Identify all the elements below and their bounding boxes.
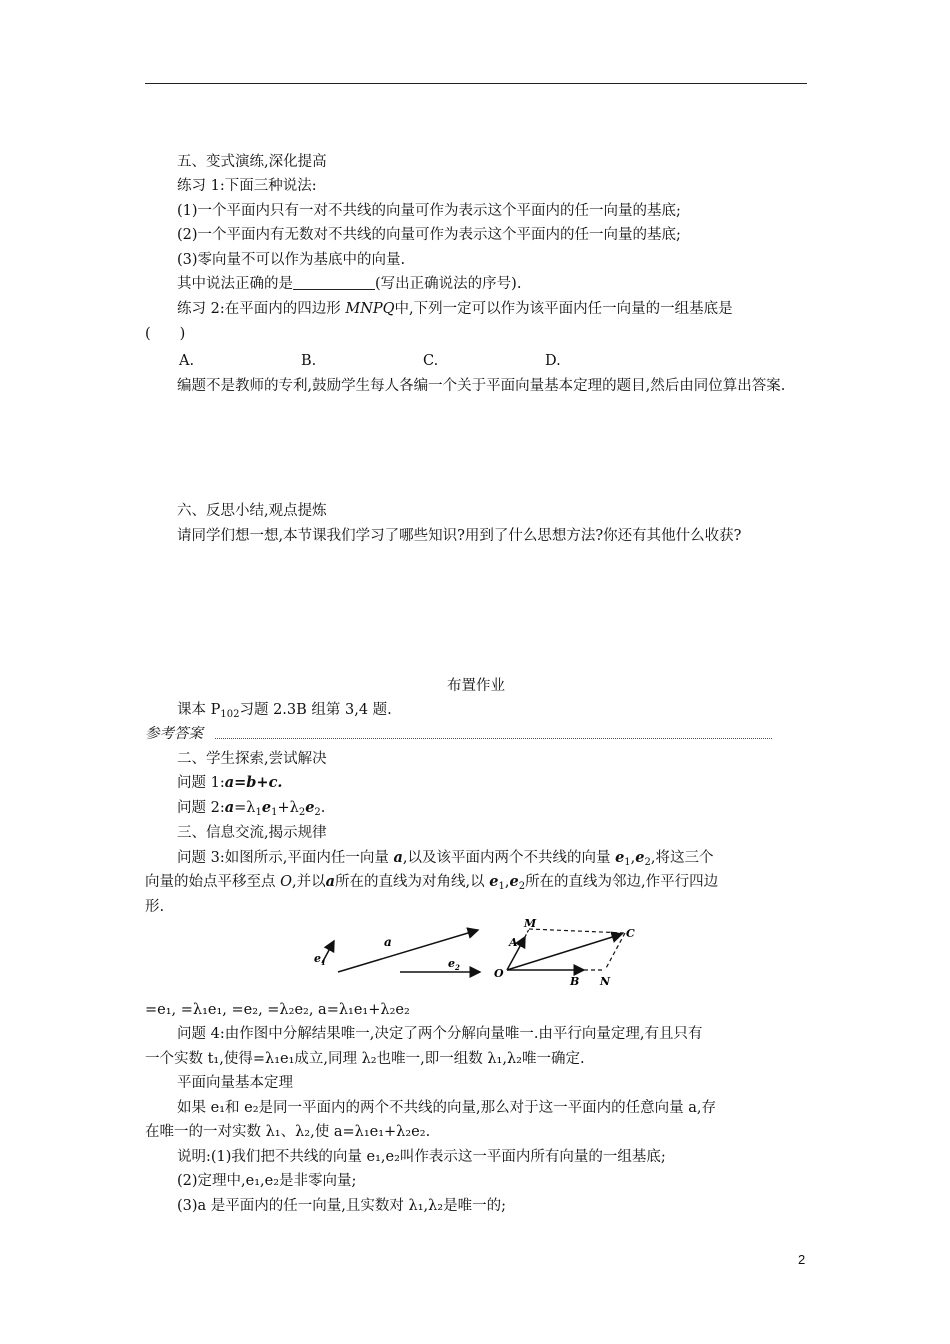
label-N: N xyxy=(600,975,611,988)
answer-q1: 问题 1:a=b+c. xyxy=(177,774,283,791)
answer-blank[interactable] xyxy=(293,275,375,290)
section6-text: 请同学们想一想,本节课我们学习了哪些知识?用到了什么思想方法?你还有其他什么收获? xyxy=(177,528,742,544)
answer-instruction: (写出正确说法的序号). xyxy=(375,276,522,292)
answers-label: 参考答案 xyxy=(145,726,203,742)
exercise2-paren: ( ) xyxy=(145,326,186,342)
answer-q4-line1: 问题 4:由作图中分解结果唯一,决定了两个分解向量唯一.由平行向量定理,有且只有 xyxy=(177,1026,703,1042)
exercise1-item-1: (1)一个平面内只有一对不共线的向量可作为表示这个平面内的任一向量的基底; xyxy=(177,203,681,219)
note-2: (2)定理中,e₁,e₂是非零向量; xyxy=(177,1173,357,1189)
answer-q2: 问题 $2:a=\lambda_1e_1+\lambda_2e_2$. xyxy=(177,799,326,818)
answers-dotted-rule xyxy=(215,738,772,739)
theorem-title: 平面向量基本定理 xyxy=(177,1075,293,1091)
option-c[interactable]: C. xyxy=(423,353,439,369)
exercise-note: 编题不是教师的专利,鼓励学生每人各编一个关于平面向量基本定理的题目,然后由同位算出答案. xyxy=(177,378,786,394)
section6-heading: 六、反思小结,观点提炼 xyxy=(177,503,327,519)
exercise2-question: 练习 2:在平面内的四边形 MNPQ中,下列一定可以作为该平面内任一向量的一组基底是 xyxy=(177,301,733,317)
theorem-line1: 如果 e₁和 e₂是同一平面内的两个不共线的向量,那么对于这一平面内的任意向量 a,存 xyxy=(177,1100,716,1116)
note-3: (3)a 是平面内的任一向量,且实数对 λ₁,λ₂是唯一的; xyxy=(177,1198,507,1214)
label-B: B xyxy=(570,975,580,988)
answers-section3-heading: 三、信息交流,揭示规律 xyxy=(177,825,327,841)
decomposition-formula: =e₁, =λ₁e₁, =e₂, =λ₂e₂, a=λ₁e₁+λ₂e₂ xyxy=(145,1002,410,1018)
exercise1-title: 练习 1:下面三种说法: xyxy=(177,178,317,194)
page-number: 2 xyxy=(798,1252,806,1267)
svg-text:1: 1 xyxy=(321,958,326,967)
label-O: O xyxy=(494,967,504,980)
exercise1-answer-line xyxy=(145,272,839,296)
vector-figure xyxy=(300,915,650,995)
answer-q3-line2: 向量的始点平移至点 O,并以a所在的直线为对角线,以 $e_1,e_2$所在的直线为邻边,作平行四边 xyxy=(145,873,719,892)
label-e2: e xyxy=(448,957,455,970)
answer-q3-line3: 形. xyxy=(145,899,165,915)
section5-heading: 五、变式演练,深化提高 xyxy=(177,154,327,170)
label-a: a xyxy=(384,935,392,949)
note-1: 说明:(1)我们把不共线的向量 e₁,e₂叫作表示这一平面内所有向量的一组基底; xyxy=(177,1149,666,1165)
exercise1-item-3: (3)零向量不可以作为基底中的向量. xyxy=(177,252,406,268)
exercise2-options xyxy=(145,349,841,373)
exercise1-item-2: (2)一个平面内有无数对不共线的向量可作为表示这个平面内的任一向量的基底; xyxy=(177,227,681,243)
svg-text:2: 2 xyxy=(455,963,460,972)
homework-text: 课本 $P_{102}$习题 2.3B 组第 3,4 题. xyxy=(177,702,392,720)
option-b[interactable]: B. xyxy=(301,353,317,369)
theorem-line2: 在唯一的一对实数 λ₁、λ₂,使 a=λ₁e₁+λ₂e₂. xyxy=(145,1124,431,1140)
option-d[interactable]: D. xyxy=(545,353,561,369)
quad-name: MNPQ xyxy=(345,301,395,317)
label-C: C xyxy=(626,927,635,940)
answer-prompt: 其中说法正确的是 xyxy=(177,276,293,292)
label-M: M xyxy=(524,917,537,930)
header-rule xyxy=(145,83,807,84)
answers-section2-heading: 二、学生探索,尝试解决 xyxy=(177,751,327,767)
label-A: A xyxy=(509,936,518,949)
answer-q3-line1: 问题 3:如图所示,平面内任一向量 a,以及该平面内两个不共线的向量 $e_1,e_2$,将这三个 xyxy=(177,849,714,868)
answer-q4-line2: 一个实数 t₁,使得=λ₁e₁成立,同理 λ₂也唯一,即一组数 λ₁,λ₂唯一确定. xyxy=(145,1051,585,1067)
homework-title: 布置作业 xyxy=(447,678,505,694)
label-e1: e xyxy=(314,952,321,965)
option-a[interactable]: A. xyxy=(179,353,195,369)
